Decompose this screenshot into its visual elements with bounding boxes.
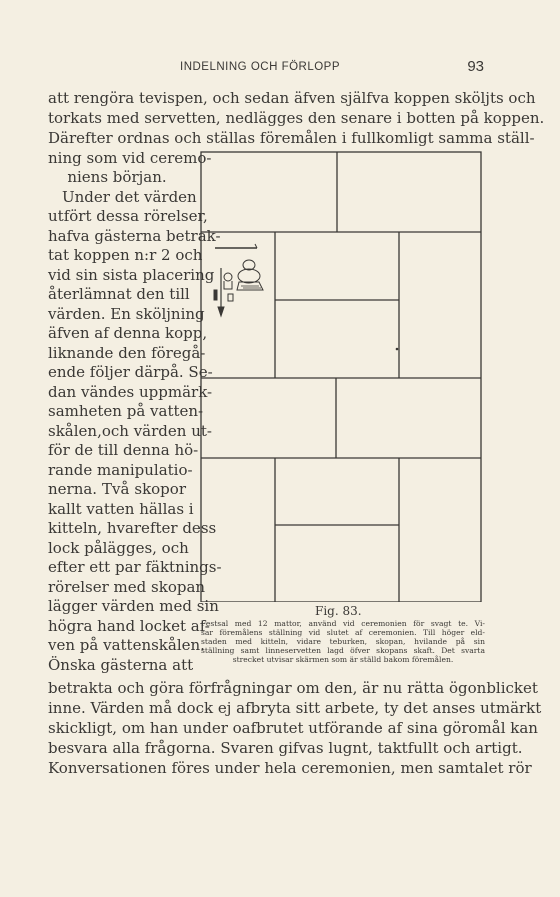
body-line: ven på vattenskålen. [48, 636, 205, 654]
caption-line: ställning samt linneservetten lagd öfver skopans skaft. Det svarta [201, 646, 485, 655]
page-header [48, 58, 488, 80]
body-line: nerna. Två skopor [48, 480, 186, 498]
body-line: efter ett par fäktnings- [48, 558, 222, 576]
body-line: ning som vid ceremo- [48, 149, 212, 167]
body-line: kitteln, hvarefter dess [48, 519, 217, 537]
body-line: skickligt, om han under oafbrutet utförande af sina göromål kan [48, 719, 538, 737]
running-head: INDELNING OCH FÖRLOPP [180, 61, 341, 73]
linen-napkin [228, 294, 233, 301]
ladle [218, 307, 224, 316]
body-line: Under det värden [62, 188, 197, 206]
tea-utensils [214, 244, 398, 350]
body-line: utfört dessa rörelser, [48, 207, 208, 225]
caption-line: Festsal med 12 mattor, använd vid ceremonien för svagt te. Vi- [201, 619, 485, 628]
body-line: för de till denna hö- [48, 441, 199, 459]
tea-caddy [224, 281, 232, 289]
body-line: återlämnat den till [48, 285, 190, 303]
body-line: samheten på vatten- [48, 402, 204, 420]
body-line: Därefter ordnas och ställas föremålen i fullkomligt samma ställ- [48, 129, 535, 147]
figure-label: Fig. 83. [315, 604, 362, 618]
body-line: Önska gästerna att [48, 656, 194, 674]
kettle [238, 269, 260, 283]
body-line: rörelser med skopan [48, 578, 206, 596]
body-line: liknande den föregå- [48, 344, 206, 362]
body-line: skålen,och värden ut- [48, 422, 212, 440]
body-line: dan vändes uppmärk- [48, 383, 213, 401]
body-line: kallt vatten hällas i [48, 500, 194, 518]
body-line: lägger värden med sin [48, 597, 219, 615]
floor-outline [201, 152, 481, 602]
ladle-rest [214, 290, 217, 300]
caption-line: sar föremålens ställning vid slutet af ceremonien. Till höger eld- [201, 628, 485, 637]
body-line: besvara alla frågorna. Svaren gifvas lugnt, taktfullt och artigt. [48, 739, 523, 757]
page-number: 93 [467, 58, 484, 75]
body-line: niens början. [67, 168, 167, 186]
kettle [241, 286, 261, 288]
body-line: Konversationen föres under hela ceremonien, men samtalet rör [48, 759, 532, 777]
body-line: högra hand locket af- [48, 617, 210, 635]
body-line: hafva gästerna betrak- [48, 227, 221, 245]
body-line: lock pålägges, och [48, 539, 189, 557]
body-line: rande manipulatio- [48, 461, 193, 479]
body-line: torkats med servetten, nedlägges den senare i botten på koppen. [48, 109, 545, 127]
marker-dot [396, 348, 398, 350]
body-line: vid sin sista placering [48, 266, 215, 284]
caption-line: strecket utvisar skärmen som är ställd bakom föremålen. [232, 655, 454, 664]
body-line: värden. En sköljning [48, 305, 205, 323]
tatami-floor-plan [197, 150, 485, 602]
body-line: tat koppen n:r 2 och [48, 246, 203, 264]
body-line: ende följer därpå. Se- [48, 363, 213, 381]
body-line: betrakta och göra förfrågningar om den, är nu rätta ögonblicket [48, 679, 538, 697]
tea-caddy [224, 273, 232, 281]
caption-line: staden med kitteln, vidare teburken, skopan, hvilande på sin [201, 637, 485, 646]
figure-caption [201, 619, 485, 664]
body-line: inne. Värden må dock ej afbryta sitt arbete, ty det anses utmärkt [48, 699, 542, 717]
body-line: äfven af denna kopp, [48, 324, 208, 342]
body-line: att rengöra tevispen, och sedan äfven själfva koppen sköljts och [48, 89, 536, 107]
